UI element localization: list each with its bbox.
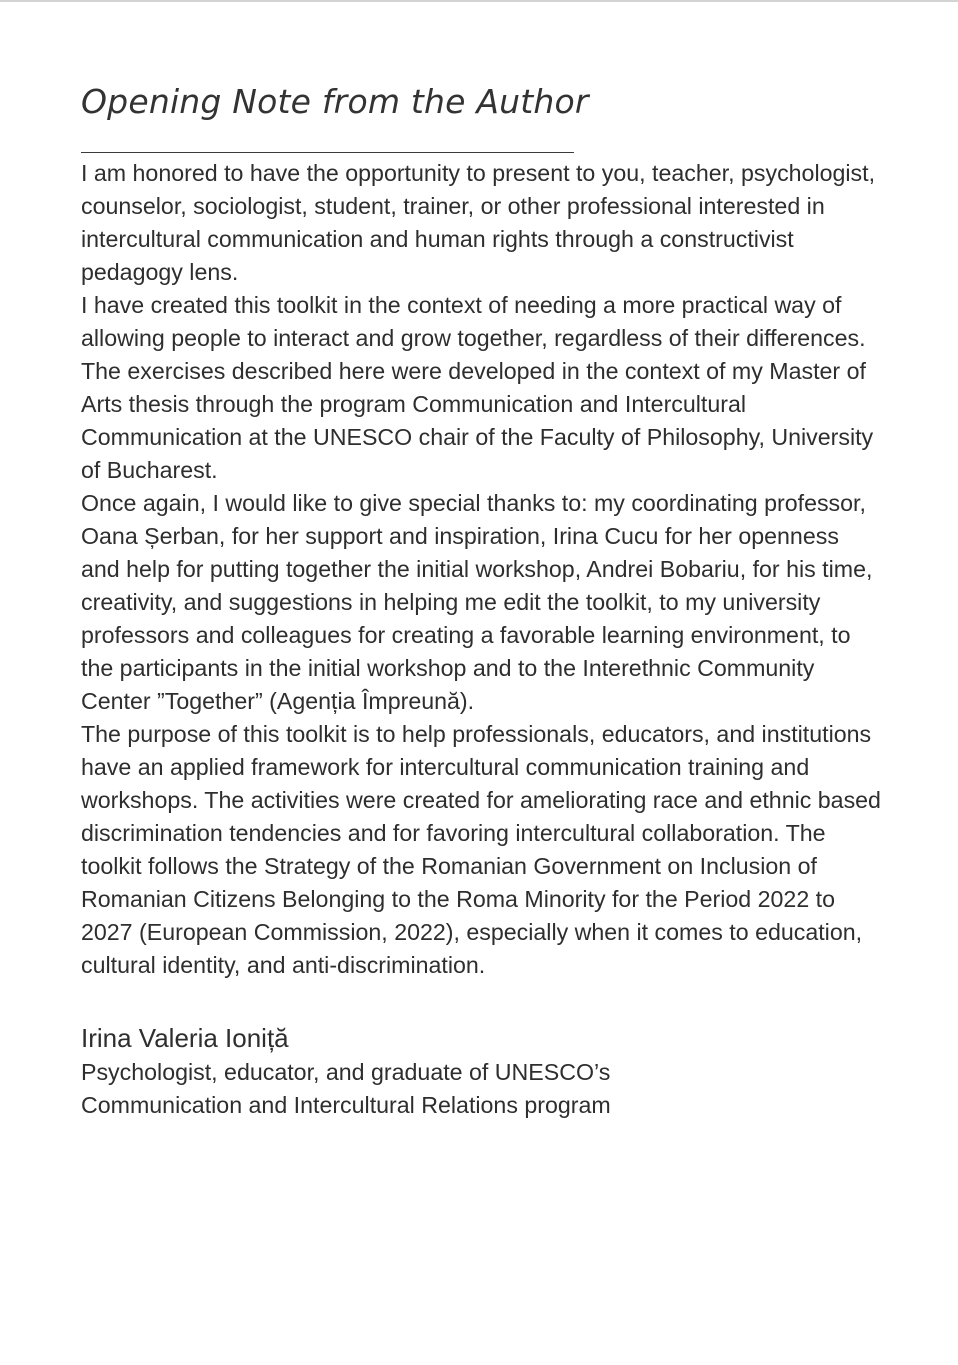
paragraph-thanks: Once again, I would like to give special thanks to: my coordinating professor, Oana Șerban, for her support and inspiration, Irina Cucu for her openness and help for putting together the initial workshop, Andrei Bobariu, for his time, creativity, and suggestions in helping me edit the toolkit, to my university professors and colleagues for creating a favorable learning environment, to the participants in the initial workshop and to the Interethnic Community Center ”Together” (Agenția Împreună).: [81, 490, 873, 714]
body-text: [81, 157, 881, 982]
title-underline: [81, 152, 574, 153]
signature-block: [81, 1020, 881, 1122]
author-role-line-2: Communication and Intercultural Relations program: [81, 1092, 611, 1118]
paragraph-intro: I am honored to have the opportunity to present to you, teacher, psychologist, counselor, sociologist, student, trainer, or other professional interested in intercultural communication and human rights through a constructivist pedagogy lens.: [81, 160, 876, 285]
author-name: Irina Valeria Ioniță: [81, 1023, 289, 1053]
page-title: Opening Note from the Author: [81, 82, 589, 121]
paragraph-context: I have created this toolkit in the context of needing a more practical way of allowing people to interact and grow together, regardless of their differences. The exercises described here were developed in the context of my Master of Arts thesis through the program Communication and Intercultural Communication at the UNESCO chair of the Faculty of Philosophy, University of Bucharest.: [81, 292, 874, 483]
document-page: [81, 80, 881, 1122]
author-role-line-1: Psychologist, educator, and graduate of UNESCO’s: [81, 1059, 611, 1085]
paragraph-purpose: The purpose of this toolkit is to help professionals, educators, and institutions have an applied framework for intercultural communication training and workshops. The activities were created for ameliorating race and ethnic based discrimination tendencies and for favoring intercultural collaboration. The toolkit follows the Strategy of the Romanian Government on Inclusion of Romanian Citizens Belonging to the Roma Minority for the Period 2022 to 2027 (European Commission, 2022), especially when it comes to education, cultural identity, and anti-discrimination.: [81, 721, 881, 978]
top-border: [0, 0, 958, 2]
